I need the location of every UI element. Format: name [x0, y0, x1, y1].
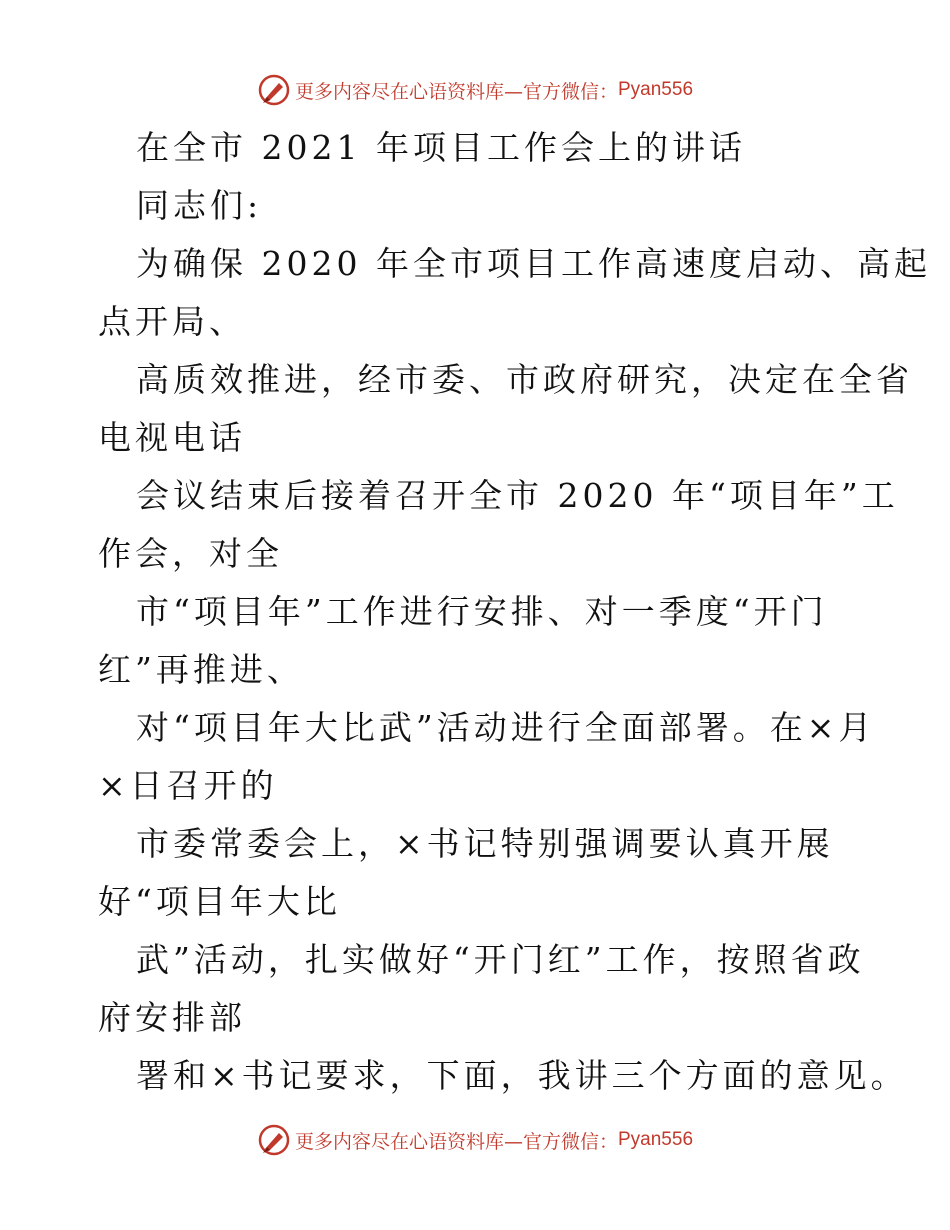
- paragraph-line: 电视电话: [98, 418, 246, 457]
- paragraph-line: 好“项目年大比: [98, 882, 341, 921]
- footer-banner: [0, 1120, 950, 1160]
- header-banner: [0, 70, 950, 110]
- paragraph-line: 会议结束后接着召开全市 2020 年“项目年”工: [136, 476, 899, 515]
- banner-text: 更多内容尽在心语资料库—官方微信：: [294, 80, 618, 103]
- paragraph-line: 府安排部: [98, 998, 246, 1037]
- banner-text: 更多内容尽在心语资料库—官方微信：: [294, 1130, 618, 1153]
- paragraph-line: 武”活动，扎实做好“开门红”工作，按照省政: [136, 940, 865, 979]
- banner-wechat-id: Pyan556: [618, 79, 694, 100]
- paragraph-line: 对“项目年大比武”活动进行全面部署。在×月: [136, 708, 876, 747]
- paragraph-line: 市“项目年”工作进行安排、对一季度“开门: [136, 592, 828, 631]
- paragraph-line: 作会，对全: [98, 534, 283, 573]
- pen-logo-icon: [257, 73, 291, 107]
- document-title: 在全市 2021 年项目工作会上的讲话: [136, 128, 746, 167]
- paragraph-line: 高质效推进，经市委、市政府研究，决定在全省: [136, 360, 913, 399]
- paragraph-line: ×日召开的: [98, 766, 278, 805]
- paragraph-line: 市委常委会上，×书记特别强调要认真开展: [136, 824, 834, 863]
- banner-wechat-id: Pyan556: [618, 1129, 694, 1150]
- pen-logo-icon: [257, 1123, 291, 1157]
- paragraph-line: 红”再推进、: [98, 650, 304, 689]
- salutation: 同志们:: [136, 186, 263, 225]
- paragraph-line: 点开局、: [98, 302, 246, 341]
- paragraph-line: 为确保 2020 年全市项目工作高速度启动、高起: [136, 244, 931, 283]
- paragraph-line: 署和×书记要求，下面，我讲三个方面的意见。: [136, 1056, 908, 1095]
